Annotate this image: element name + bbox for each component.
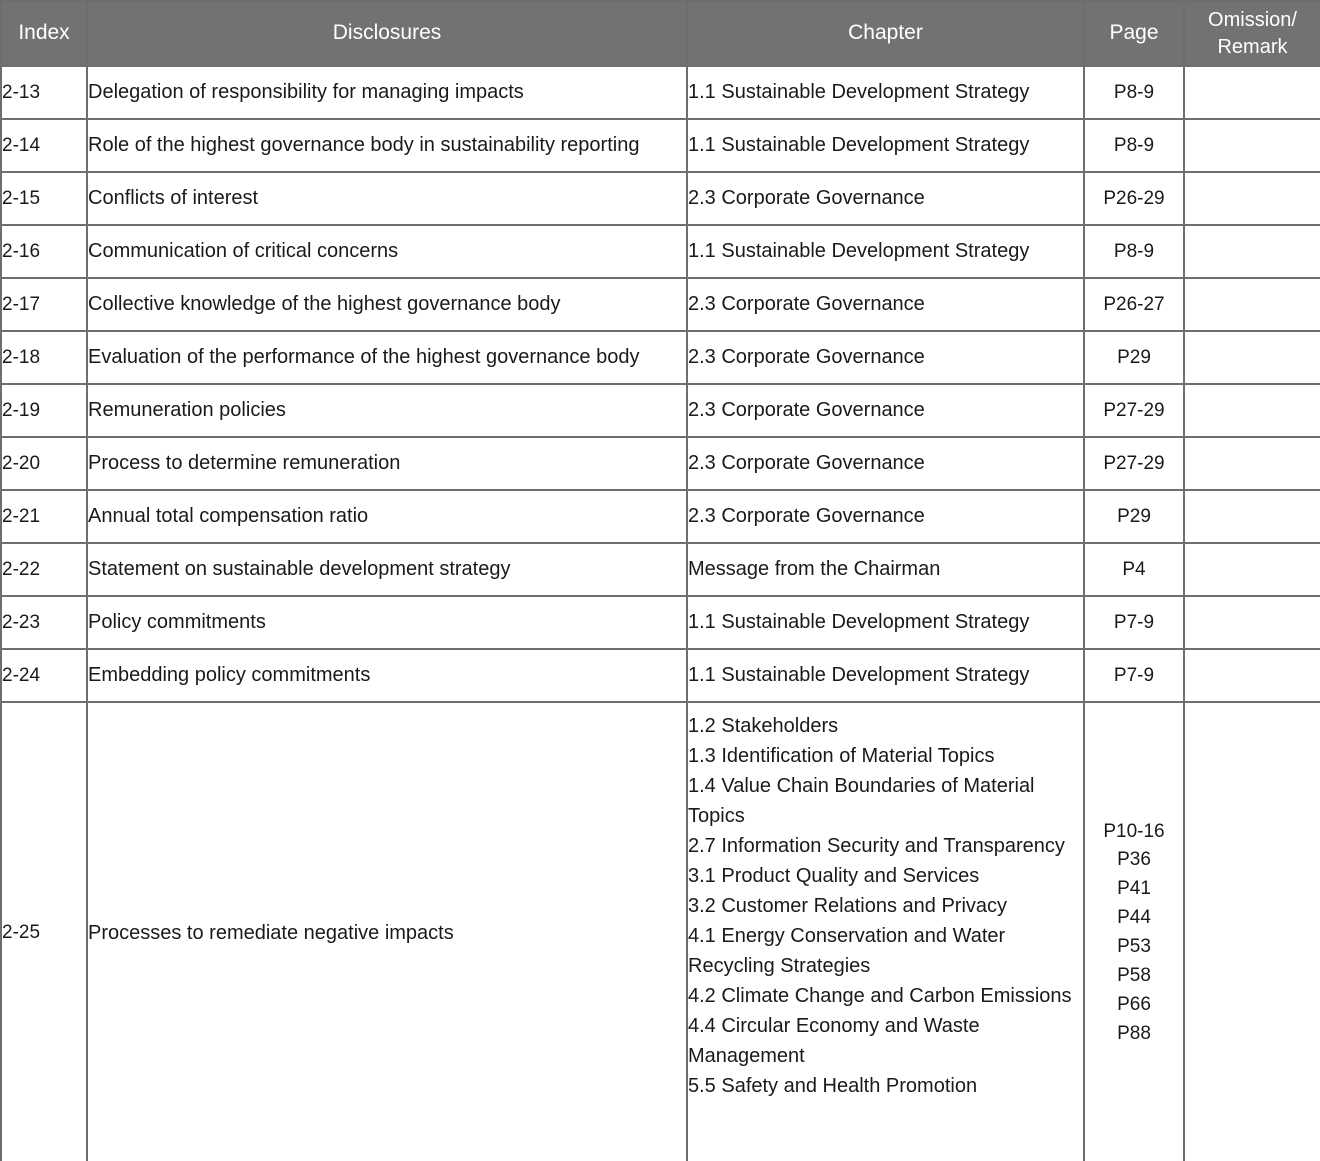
cell-omission-remark — [1184, 66, 1320, 119]
table-row — [1, 649, 1320, 702]
chapter-line: 4.2 Climate Change and Carbon Emissions — [688, 985, 1072, 1007]
cell-omission-remark — [1184, 384, 1320, 437]
cell-page: P4 — [1084, 543, 1184, 596]
cell-index: 2-23 — [1, 596, 87, 649]
chapter-line: 4.1 Energy Conservation and Water Recycling Strategies — [688, 925, 1006, 977]
chapter-line: 1.4 Value Chain Boundaries of Material Topics — [688, 775, 1035, 827]
chapter-line: 3.1 Product Quality and Services — [688, 865, 980, 887]
table-header — [1, 1, 1320, 66]
cell-disclosures: Embedding policy commitments — [87, 649, 687, 702]
cell-omission-remark — [1184, 119, 1320, 172]
cell-disclosures: Role of the highest governance body in sustainability reporting — [87, 119, 687, 172]
chapter-line: 1.3 Identification of Material Topics — [688, 745, 995, 767]
cell-chapter: 2.3 Corporate Governance — [687, 384, 1084, 437]
cell-page: P27-29 — [1084, 384, 1184, 437]
cell-chapter — [687, 702, 1084, 1161]
cell-disclosures: Communication of critical concerns — [87, 225, 687, 278]
table-row — [1, 225, 1320, 278]
cell-disclosures: Processes to remediate negative impacts — [87, 702, 687, 1161]
chapter-line: 5.5 Safety and Health Promotion — [688, 1075, 978, 1097]
chapter-line: 2.7 Information Security and Transparency — [688, 835, 1065, 857]
chapter-line: 1.2 Stakeholders — [688, 715, 839, 737]
page-line: P66 — [1117, 993, 1151, 1015]
page-line: P10-16 — [1103, 820, 1165, 842]
cell-omission-remark — [1184, 649, 1320, 702]
cell-chapter: 2.3 Corporate Governance — [687, 490, 1084, 543]
table-body — [1, 66, 1320, 1161]
table-row — [1, 596, 1320, 649]
table-row — [1, 66, 1320, 119]
page-line: P41 — [1117, 878, 1151, 900]
cell-index: 2-16 — [1, 225, 87, 278]
cell-page: P29 — [1084, 331, 1184, 384]
column-header-index: Index — [1, 1, 87, 66]
cell-chapter: 2.3 Corporate Governance — [687, 331, 1084, 384]
cell-disclosures: Policy commitments — [87, 596, 687, 649]
cell-chapter: 1.1 Sustainable Development Strategy — [687, 119, 1084, 172]
cell-chapter: 2.3 Corporate Governance — [687, 437, 1084, 490]
cell-page: P29 — [1084, 490, 1184, 543]
page-line-list — [1085, 818, 1183, 1049]
cell-chapter: 2.3 Corporate Governance — [687, 172, 1084, 225]
cell-index: 2-15 — [1, 172, 87, 225]
cell-index: 2-17 — [1, 278, 87, 331]
chapter-line: 3.2 Customer Relations and Privacy — [688, 895, 1008, 917]
cell-page: P27-29 — [1084, 437, 1184, 490]
cell-omission-remark — [1184, 278, 1320, 331]
cell-page: P7-9 — [1084, 649, 1184, 702]
table-row — [1, 331, 1320, 384]
cell-index: 2-20 — [1, 437, 87, 490]
table-row — [1, 702, 1320, 1161]
cell-disclosures: Collective knowledge of the highest governance body — [87, 278, 687, 331]
column-header-chapter: Chapter — [687, 1, 1084, 66]
page-line: P44 — [1117, 907, 1151, 929]
cell-page: P8-9 — [1084, 119, 1184, 172]
cell-chapter: 1.1 Sustainable Development Strategy — [687, 225, 1084, 278]
page-line: P88 — [1117, 1022, 1151, 1044]
cell-page — [1084, 702, 1184, 1161]
cell-index: 2-19 — [1, 384, 87, 437]
cell-index: 2-24 — [1, 649, 87, 702]
cell-omission-remark — [1184, 702, 1320, 1161]
page-line: P58 — [1117, 964, 1151, 986]
cell-page: P26-29 — [1084, 172, 1184, 225]
cell-omission-remark — [1184, 172, 1320, 225]
cell-page: P8-9 — [1084, 66, 1184, 119]
cell-disclosures: Remuneration policies — [87, 384, 687, 437]
cell-disclosures: Statement on sustainable development strategy — [87, 543, 687, 596]
cell-page: P7-9 — [1084, 596, 1184, 649]
column-header-omission-remark — [1184, 1, 1320, 66]
cell-index: 2-18 — [1, 331, 87, 384]
table-header-row — [1, 1, 1320, 66]
table-row — [1, 119, 1320, 172]
cell-index: 2-21 — [1, 490, 87, 543]
page-line: P36 — [1117, 849, 1151, 871]
cell-chapter: 1.1 Sustainable Development Strategy — [687, 66, 1084, 119]
table-row — [1, 384, 1320, 437]
cell-omission-remark — [1184, 437, 1320, 490]
cell-index: 2-25 — [1, 702, 87, 1161]
cell-omission-remark — [1184, 596, 1320, 649]
column-header-disclosures: Disclosures — [87, 1, 687, 66]
column-header-omission-line2: Remark — [1217, 35, 1288, 58]
cell-disclosures: Evaluation of the performance of the highest governance body — [87, 331, 687, 384]
cell-omission-remark — [1184, 331, 1320, 384]
cell-disclosures: Process to determine remuneration — [87, 437, 687, 490]
table-row — [1, 172, 1320, 225]
cell-omission-remark — [1184, 490, 1320, 543]
cell-page: P26-27 — [1084, 278, 1184, 331]
cell-disclosures: Delegation of responsibility for managing impacts — [87, 66, 687, 119]
column-header-page: Page — [1084, 1, 1184, 66]
table-row — [1, 437, 1320, 490]
cell-omission-remark — [1184, 225, 1320, 278]
cell-chapter: 2.3 Corporate Governance — [687, 278, 1084, 331]
table-row — [1, 543, 1320, 596]
chapter-line: 4.4 Circular Economy and Waste Management — [688, 1015, 980, 1067]
table-row — [1, 490, 1320, 543]
table-row — [1, 278, 1320, 331]
cell-chapter: 1.1 Sustainable Development Strategy — [687, 596, 1084, 649]
cell-chapter: Message from the Chairman — [687, 543, 1084, 596]
cell-omission-remark — [1184, 543, 1320, 596]
page-line: P53 — [1117, 936, 1151, 957]
chapter-line-list — [688, 711, 1083, 1101]
cell-chapter: 1.1 Sustainable Development Strategy — [687, 649, 1084, 702]
cell-disclosures: Annual total compensation ratio — [87, 490, 687, 543]
cell-index: 2-14 — [1, 119, 87, 172]
cell-index: 2-22 — [1, 543, 87, 596]
cell-page: P8-9 — [1084, 225, 1184, 278]
cell-disclosures: Conflicts of interest — [87, 172, 687, 225]
column-header-omission-line1: Omission/ — [1208, 8, 1297, 31]
cell-index: 2-13 — [1, 66, 87, 119]
